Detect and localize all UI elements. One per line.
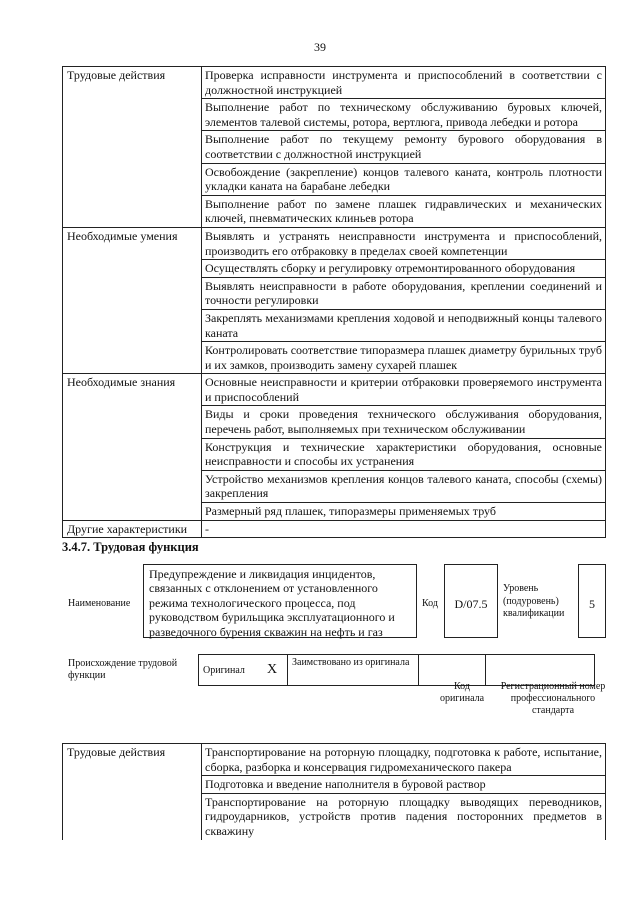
table-row bbox=[63, 520, 606, 538]
level-label: Уровень (подуровень) квалификации bbox=[503, 583, 565, 619]
table-cell: Устройство механизмов крепления концов талевого каната, способы (схемы) закрепления bbox=[202, 470, 606, 502]
borrowed-label: Заимствовано из оригинала bbox=[288, 655, 419, 686]
row-label: Необходимые знания bbox=[63, 374, 202, 520]
section-title: 3.4.7. Трудовая функция bbox=[62, 540, 199, 554]
original-mark: X bbox=[257, 655, 288, 686]
table-cell: Подготовка и введение наполнителя в буровой раствор bbox=[202, 776, 606, 794]
table-cell: Выполнение работ по техническому обслуживанию буровых ключей, элементов талевой системы, ротора, вертлюга, привода лебедки и ротора bbox=[202, 99, 606, 131]
table-row bbox=[63, 744, 606, 776]
row-label: Трудовые действия bbox=[63, 744, 202, 840]
table-cell: Выполнение работ по текущему ремонту бурового оборудования в соответствии с должностной инструкцией bbox=[202, 131, 606, 163]
table-cell: Транспортирование на роторную площадку, подготовка к работе, испытание, сборка, разборка и консервация гидромеханического пакера bbox=[202, 744, 606, 776]
table-cell: Выполнение работ по замене плашек гидравлических и механических ключей, пневматических клиньев ротора bbox=[202, 195, 606, 227]
row-label: Другие характеристики bbox=[63, 520, 202, 538]
table-cell: Конструкция и технические характеристики оборудования, основные неисправности и способы их устранения bbox=[202, 438, 606, 470]
original-label: Оригинал bbox=[199, 655, 258, 686]
table-cell: Основные неисправности и критерии отбраковки проверяемого инструмента и приспособлений bbox=[202, 374, 606, 406]
table-cell: Виды и сроки проведения технического обслуживания оборудования, перечень работ, выполняемых при техническом обслуживании bbox=[202, 406, 606, 438]
name-label: Наименование bbox=[68, 598, 131, 609]
row-label: Необходимые умения bbox=[63, 227, 202, 373]
table-cell: Закреплять механизмами крепления ходовой и неподвижный концы талевого каната bbox=[202, 309, 606, 341]
table-cell: Контролировать соответствие типоразмера плашек диаметру бурильных труб и их замков, производить замену сухарей плашек bbox=[202, 342, 606, 374]
table-cell: Размерный ряд плашек, типоразмеры применяемых труб bbox=[202, 503, 606, 521]
table-row bbox=[63, 227, 606, 259]
name-value: Предупреждение и ликвидация инцидентов, связанных с отклонением от установленного режима технологического процесса, под руководством бурильщика эксплуатационного и разведочного бурения скважин на нефть и газ bbox=[143, 564, 417, 638]
labor-function-table bbox=[62, 66, 606, 538]
table-cell: Осуществлять сборку и регулировку отремонтированного оборудования bbox=[202, 260, 606, 278]
table-cell: Проверка исправности инструмента и приспособлений в соответствии с должностной инструкцией bbox=[202, 67, 606, 99]
table-cell: Выявлять неисправности в работе оборудования, креплении соединений и точности регулировки bbox=[202, 277, 606, 309]
table-cell: Транспортирование на роторную площадку выводящих переводников, гидроударников, устройств против падения посторонних предметов в скважину bbox=[202, 793, 606, 839]
original-code-caption: Код оригинала bbox=[439, 681, 485, 704]
code-label: Код bbox=[422, 598, 438, 609]
registration-number-caption: Регистрационный номер профессионального стандарта bbox=[500, 681, 606, 716]
page-number: 39 bbox=[314, 40, 326, 54]
table-row bbox=[63, 67, 606, 99]
row-label: Трудовые действия bbox=[63, 67, 202, 228]
table-row bbox=[63, 374, 606, 406]
table-cell: Выявлять и устранять неисправности инструмента и приспособлений, производить его отбраковку в пределах своей компетенции bbox=[202, 227, 606, 259]
table-cell: - bbox=[202, 520, 606, 538]
table-cell: Освобождение (закрепление) концов талевого каната, контроль плотности укладки каната на барабане лебедки bbox=[202, 163, 606, 195]
code-value: D/07.5 bbox=[444, 564, 498, 638]
labor-actions-table bbox=[62, 743, 606, 840]
origin-label: Происхождение трудовой функции bbox=[68, 658, 178, 681]
level-value: 5 bbox=[578, 564, 606, 638]
